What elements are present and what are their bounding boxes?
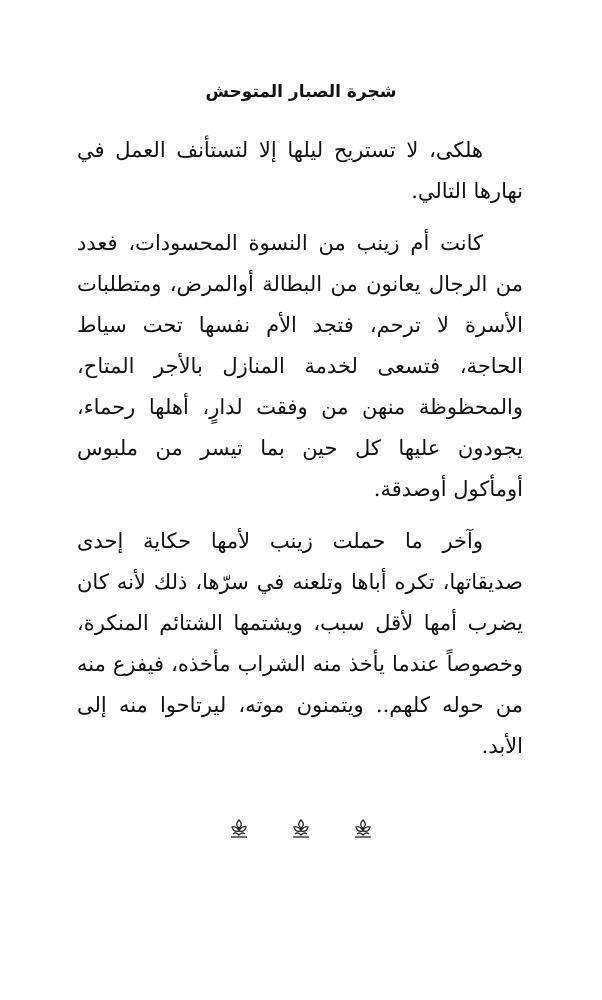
running-title: شجرة الصبار المتوحش — [205, 82, 397, 102]
paragraph-1: هلكى، لا تستريح ليلها إلا لتستأنف العمل في نهارها التالي. — [77, 138, 523, 203]
flower-ornament-icon — [352, 818, 374, 840]
paragraph-2: كانت أم زينب من النسوة المحسودات، فعدد من الرجال يعانون من البطالة أوالمرض، ومتطلبات الأسرة لا ترحم، فتجد الأم نفسها تحت سياط الحاجة، فتسعى لخدمة المنازل بالأجر المتاح، والمحظوظة منهن من وفقت لدارٍ، أهلها رحماء، يجودون عليها كل حين بما تيسر من ملبوس أومأكول أوصدقة. — [77, 231, 523, 501]
flower-ornament-icon — [228, 818, 250, 840]
section-break-ornaments — [0, 818, 602, 840]
flower-ornament-icon — [290, 818, 312, 840]
paragraph-3: وآخر ما حملت زينب لأمها حكاية إحدى صديقاتها، تكره أباها وتلعنه في سرّها، ذلك لأنه كان يضرب أمها لأقل سبب، ويشتمها الشتائم المنكرة، وخصوصاً عندما يأخذ منه الشراب مأخذه، فيفزع منه من حوله كلهم.. ويتمنون موته، ليرتاحوا منه إلى الأبد. — [77, 529, 523, 758]
body-text — [77, 130, 523, 778]
